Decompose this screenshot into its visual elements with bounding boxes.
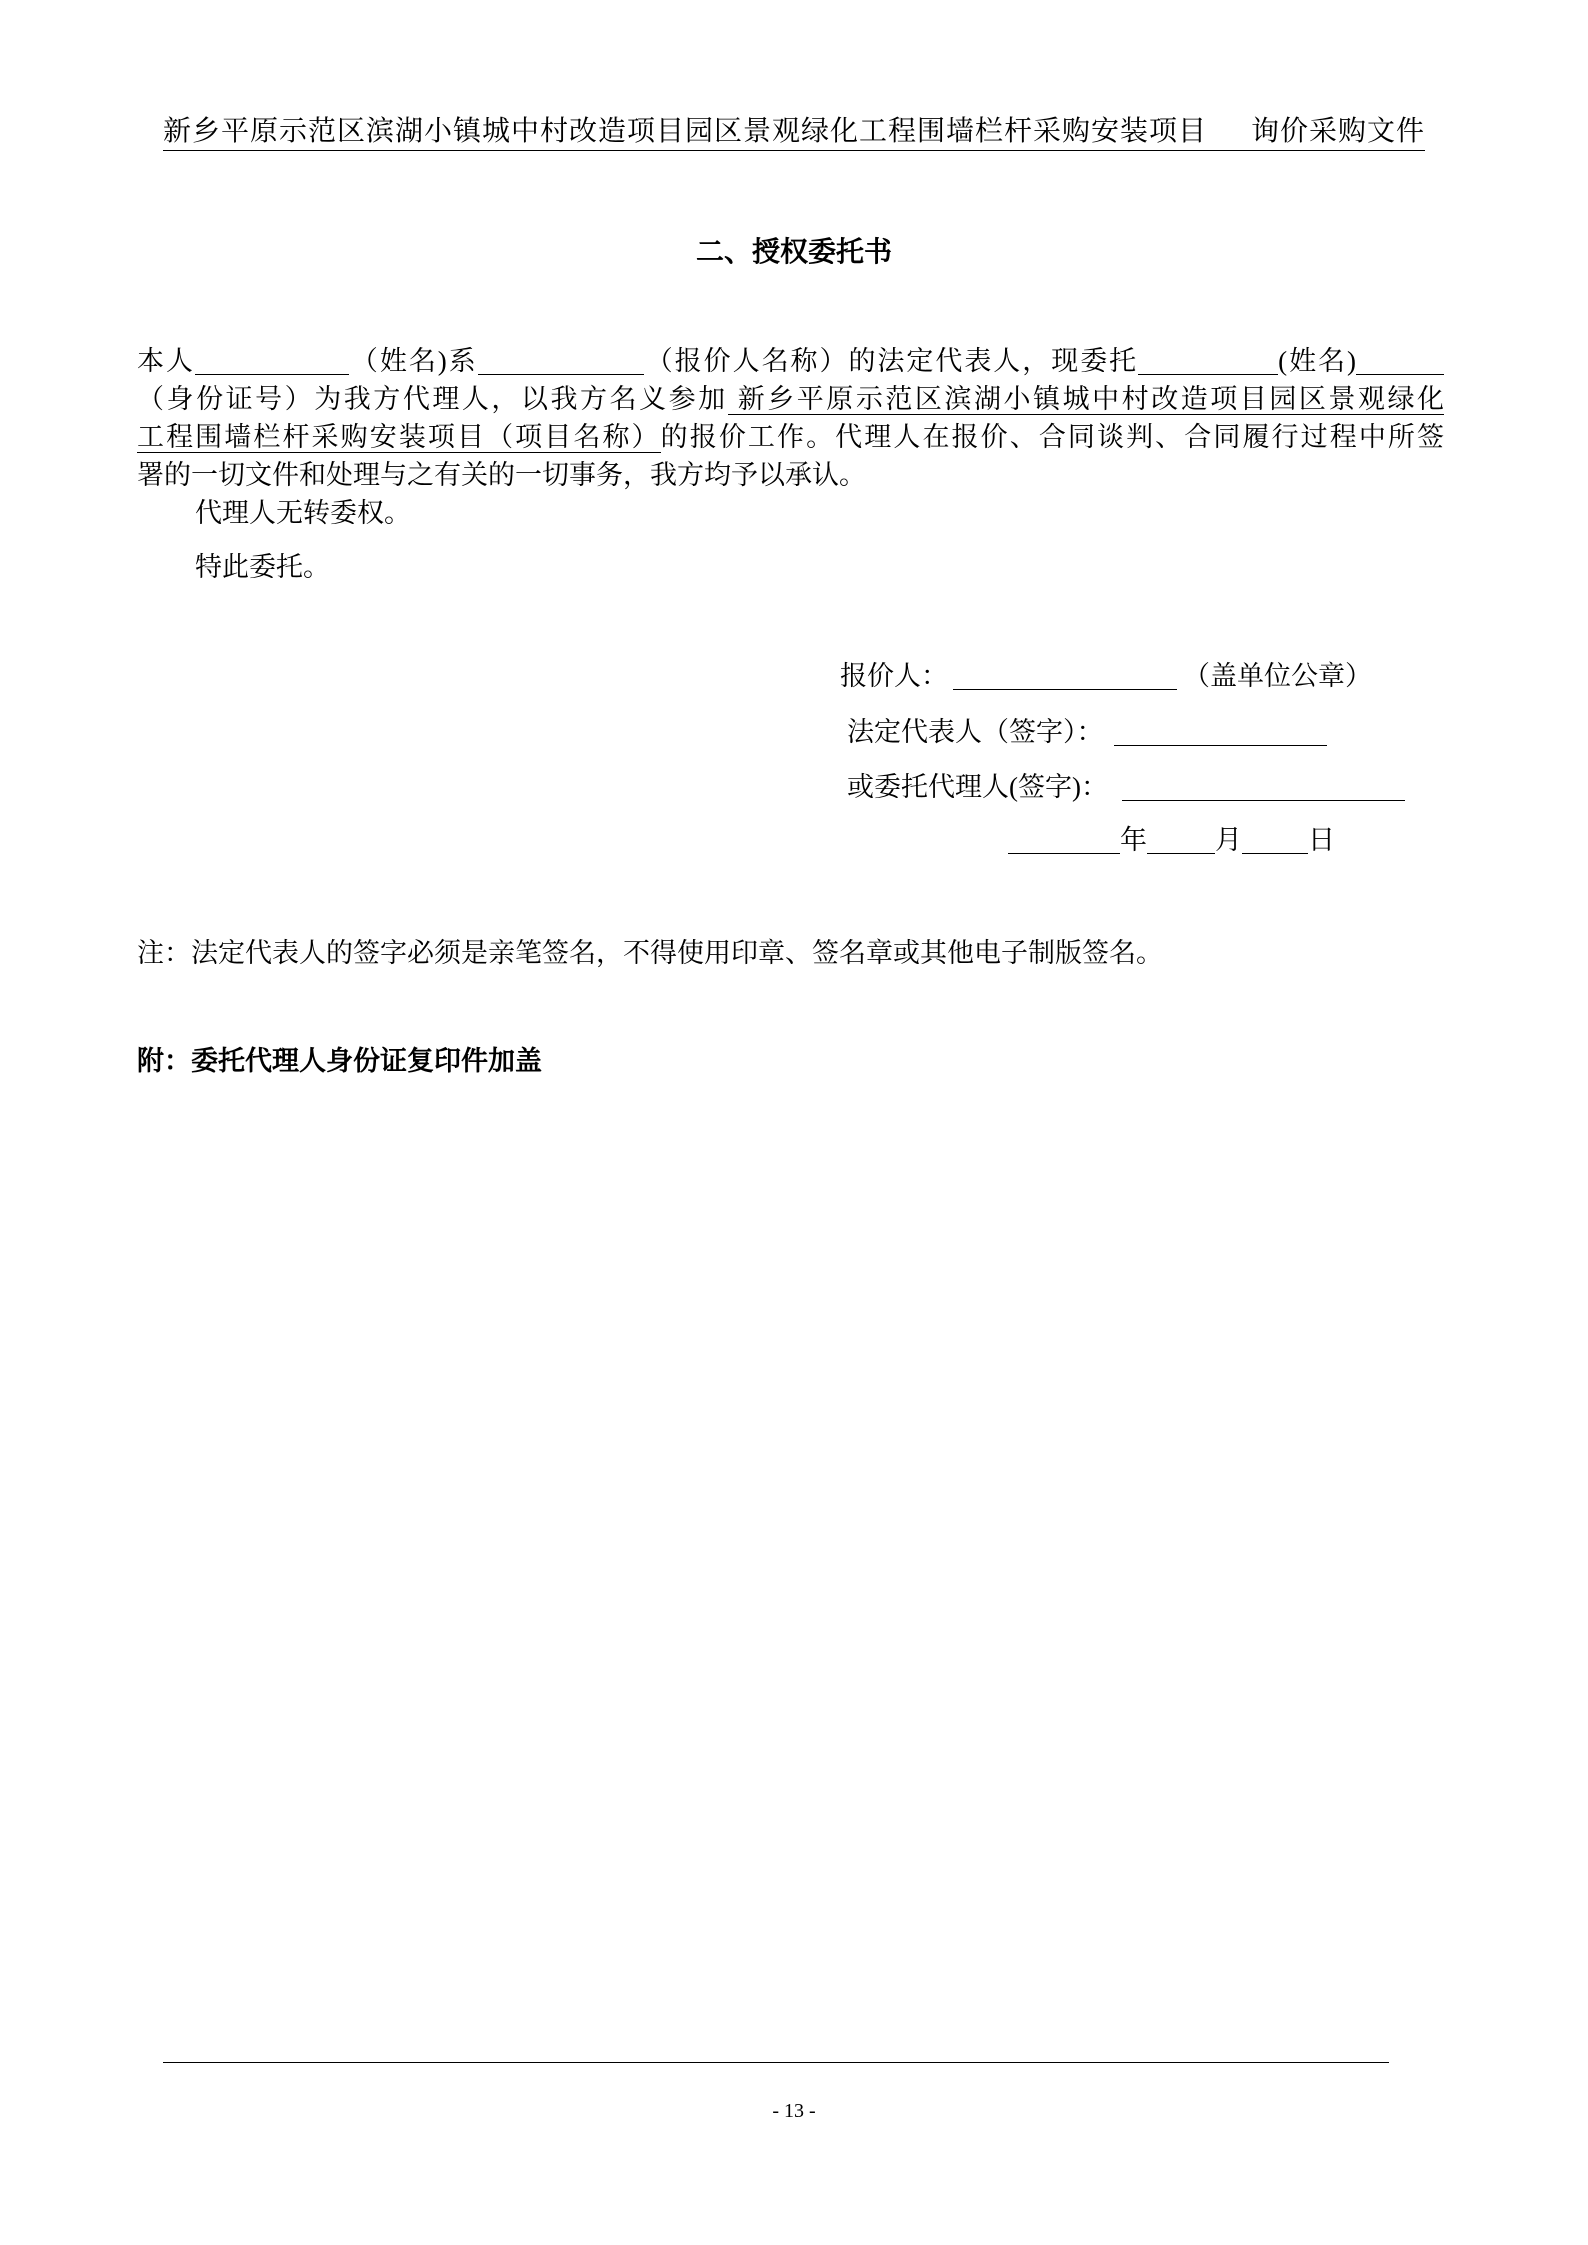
bidder-blank: [953, 688, 1177, 690]
bidder-name-blank: [478, 373, 644, 375]
agent-signature-line: [847, 768, 1405, 806]
section-title: 二、授权委托书: [695, 237, 892, 268]
body-line-2: [137, 380, 1444, 418]
agent-blank: [1122, 799, 1405, 801]
text-self: 本人: [137, 346, 195, 376]
bidder-label: 报价人：: [840, 661, 948, 691]
body-line-3: [137, 418, 1444, 456]
year-blank: [1008, 852, 1120, 854]
footer-rule: [163, 2062, 1389, 2063]
agent-name-blank: [1138, 373, 1278, 375]
legal-rep-label: 法定代表人（签字）：: [847, 717, 1104, 747]
page-number: - 13 -: [772, 2100, 816, 2122]
agent-label: 或委托代理人(签字)：: [847, 772, 1108, 802]
running-header: [0, 112, 1588, 152]
project-name-part-1: 新乡平原示范区滨湖小镇城中村改造项目园区景观绿化: [728, 384, 1444, 415]
header-doc-type: 询价采购文件: [1251, 116, 1426, 147]
no-sub-delegation: 代理人无转委权。: [195, 498, 411, 528]
month-blank: [1147, 852, 1215, 854]
project-name-part-2: 工程围墙栏杆采购安装项目（项目名称）: [137, 422, 661, 452]
body-line-1: [137, 342, 1444, 380]
legal-rep-signature-line: [847, 713, 1327, 751]
text-name-of: （姓名)系: [348, 346, 478, 376]
signature-note: 注：法定代表人的签字必须是亲笔签名，不得使用印章、签名章或其他电子制版签名。: [137, 938, 1163, 968]
running-header-underlined: [163, 114, 1425, 151]
authorization-paragraph: [137, 342, 1444, 494]
text-quotation-work: 的报价工作。代理人在报价、合同谈判、合同履行过程中所签: [660, 422, 1445, 452]
closing-statement: 特此委托。: [195, 552, 330, 582]
name-blank: [195, 373, 349, 375]
day-blank: [1242, 852, 1308, 854]
text-legal-rep-entrust: （报价人名称）的法定代表人，现委托: [643, 346, 1139, 376]
bidder-seal-note: （盖单位公章）: [1183, 661, 1372, 691]
legal-rep-blank: [1114, 744, 1327, 746]
text-agent-name: (姓名): [1278, 346, 1357, 376]
day-label: 日: [1308, 825, 1335, 855]
body-line-4: 署的一切文件和处理与之有关的一切事务，我方均予以承认。: [137, 460, 866, 490]
bidder-signature-line: [840, 657, 1372, 695]
text-id-agent: （身份证号）为我方代理人，以我方名义参加: [137, 384, 728, 414]
id-number-blank: [1356, 373, 1444, 375]
header-project-title: 新乡平原示范区滨湖小镇城中村改造项目园区景观绿化工程围墙栏杆采购安装项目: [162, 116, 1207, 147]
attachment-heading: 附：委托代理人身份证复印件加盖: [137, 1046, 542, 1076]
year-label: 年: [1120, 825, 1147, 855]
month-label: 月: [1215, 825, 1242, 855]
date-line: [1008, 821, 1335, 859]
